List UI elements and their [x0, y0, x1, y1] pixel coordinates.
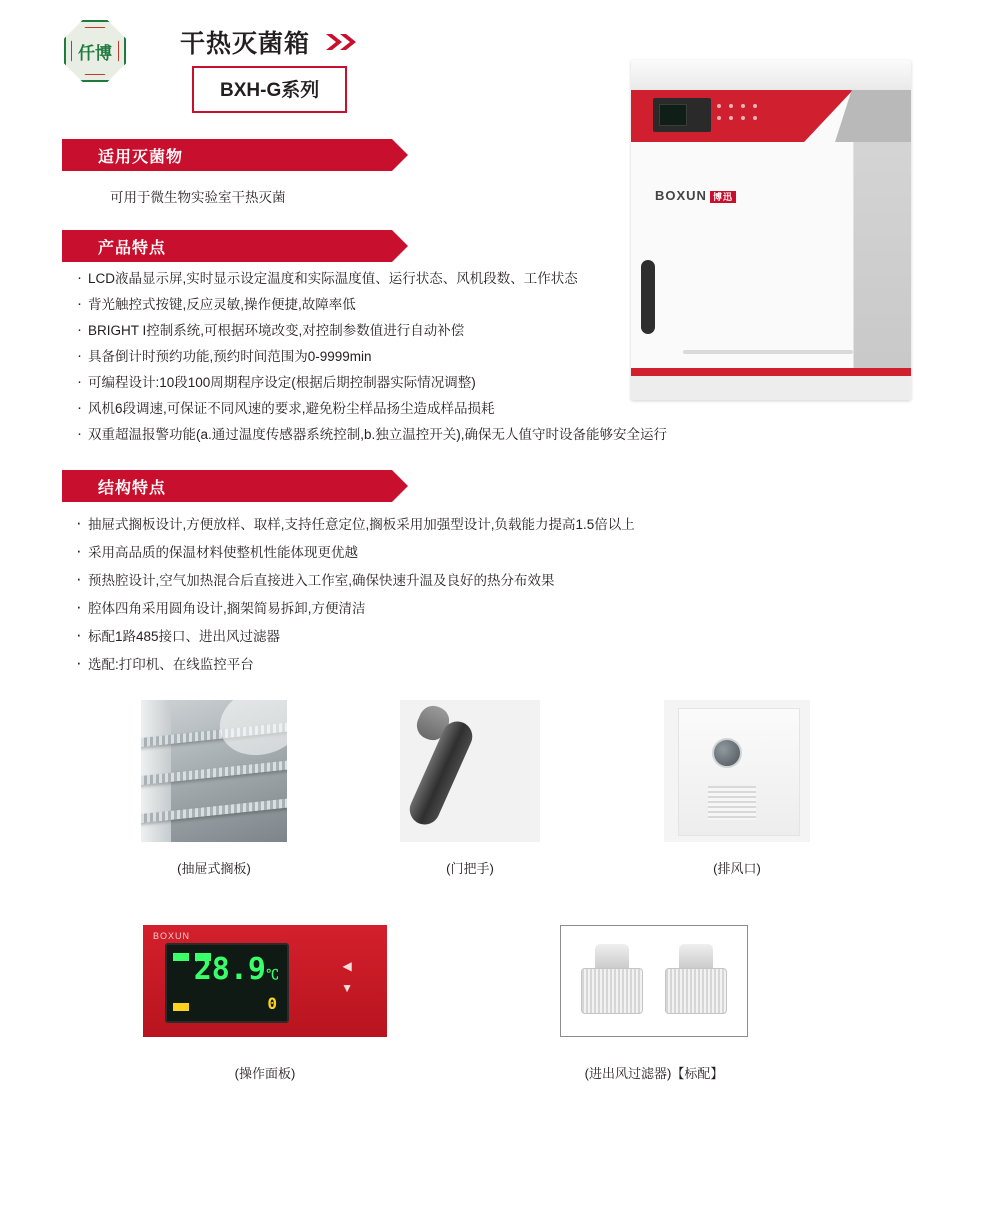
status-indicator-green — [173, 953, 189, 961]
product-brand-badge: 博迅 — [710, 191, 736, 203]
structure-list — [76, 511, 956, 679]
vent-louvers — [708, 786, 756, 820]
panel-sv-value: 0 — [267, 994, 277, 1013]
product-brand-mark — [655, 188, 736, 205]
arrow-left-icon: ◀ — [342, 959, 352, 973]
document-header — [62, 14, 582, 124]
features-list — [76, 266, 916, 448]
list-item: · LCD液晶显示屏,实时显示设定温度和实际温度值、运行状态、风机段数、工作状态 — [76, 266, 916, 292]
filter-cap — [595, 944, 629, 970]
photo-exhaust-vent — [664, 700, 810, 890]
section-banner-features: 产品特点 — [62, 230, 392, 262]
product-top-cover — [631, 60, 911, 90]
list-item: · BRIGHT I控制系统,可根据环境改变,对控制参数值进行自动补偿 — [76, 318, 916, 344]
photo-control-panel — [143, 925, 387, 1085]
list-item: · 预热腔设计,空气加热混合后直接进入工作室,确保快速升温及良好的热分布效果 — [76, 567, 956, 595]
photo-caption: (抽屉式搁板) — [177, 861, 251, 876]
structure-list-wrap — [76, 511, 956, 679]
panel-pv-number: 28.9 — [193, 952, 266, 987]
photo-air-filters — [560, 925, 748, 1085]
double-chevron-right-icon — [324, 32, 358, 52]
section-banner-structure: 结构特点 — [62, 470, 392, 502]
brand-logo — [62, 18, 128, 84]
arrow-down-icon: ▼ — [341, 981, 353, 995]
photo-caption: (排风口) — [713, 861, 761, 876]
list-item: · 双重超温报警功能(a.通过温度传感器系统控制,b.独立温控开关),确保无人值守时设备能够安全运行 — [76, 422, 916, 448]
handle-grip — [405, 717, 477, 830]
filter-body — [665, 968, 727, 1014]
list-item: · 抽屉式搁板设计,方便放样、取样,支持任意定位,搁板采用加强型设计,负载能力提高1.5倍以上 — [76, 511, 956, 539]
photo-control-panel-image — [143, 925, 387, 1037]
photo-drawer-shelf — [141, 700, 287, 890]
photo-caption: (进出风过滤器)【标配】 — [584, 1066, 724, 1081]
list-item: · 标配1路485接口、进出风过滤器 — [76, 623, 956, 651]
photo-exhaust-vent-image — [664, 700, 810, 842]
features-list-wrap — [76, 266, 916, 448]
list-item: · 背光触控式按键,反应灵敏,操作便捷,故障率低 — [76, 292, 916, 318]
photo-door-handle — [400, 700, 540, 890]
product-control-panel — [653, 98, 711, 132]
panel-keys — [341, 955, 353, 999]
logo-text: 仟博 — [78, 43, 112, 63]
list-item: · 具备倒计时预约功能,预约时间范围为0-9999min — [76, 344, 916, 370]
product-display-screen — [659, 104, 687, 126]
panel-pv-value — [193, 952, 279, 987]
list-item: · 风机6段调速,可保证不同风速的要求,避免粉尘样品扬尘造成样品损耗 — [76, 396, 916, 422]
list-item: · 腔体四角采用圆角设计,搁架简易拆卸,方便清洁 — [76, 595, 956, 623]
panel-pv-unit: ℃ — [265, 968, 279, 983]
title-row — [180, 24, 358, 60]
filter-body — [581, 968, 643, 1014]
photo-caption: (操作面板) — [234, 1066, 296, 1081]
product-brand-text: BOXUN — [655, 188, 707, 203]
glass-reflection — [211, 700, 287, 766]
filter-unit-left — [581, 944, 643, 1018]
vent-hole — [712, 738, 742, 768]
filter-cap — [679, 944, 713, 970]
photo-caption: (门把手) — [446, 861, 494, 876]
page-title: 干热灭菌箱 — [180, 30, 311, 58]
product-keypad-dots — [717, 104, 761, 126]
applicable-text: 可用于微生物实验室干热灭菌 — [110, 190, 286, 205]
panel-screen — [165, 943, 289, 1023]
series-badge: BXH-G系列 — [192, 66, 347, 113]
photo-drawer-shelf-image — [141, 700, 287, 842]
photo-air-filters-image — [560, 925, 748, 1037]
list-item: · 选配:打印机、在线监控平台 — [76, 651, 956, 679]
panel-brand-text: BOXUN — [153, 931, 191, 941]
list-item: · 采用高品质的保温材料使整机性能体现更优越 — [76, 539, 956, 567]
list-item: · 可编程设计:10段100周期程序设定(根据后期控制器实际情况调整) — [76, 370, 916, 396]
photo-door-handle-image — [400, 700, 540, 842]
section-banner-applicable: 适用灭菌物 — [62, 139, 392, 171]
status-indicator-yellow — [173, 1003, 189, 1011]
filter-unit-right — [665, 944, 727, 1018]
